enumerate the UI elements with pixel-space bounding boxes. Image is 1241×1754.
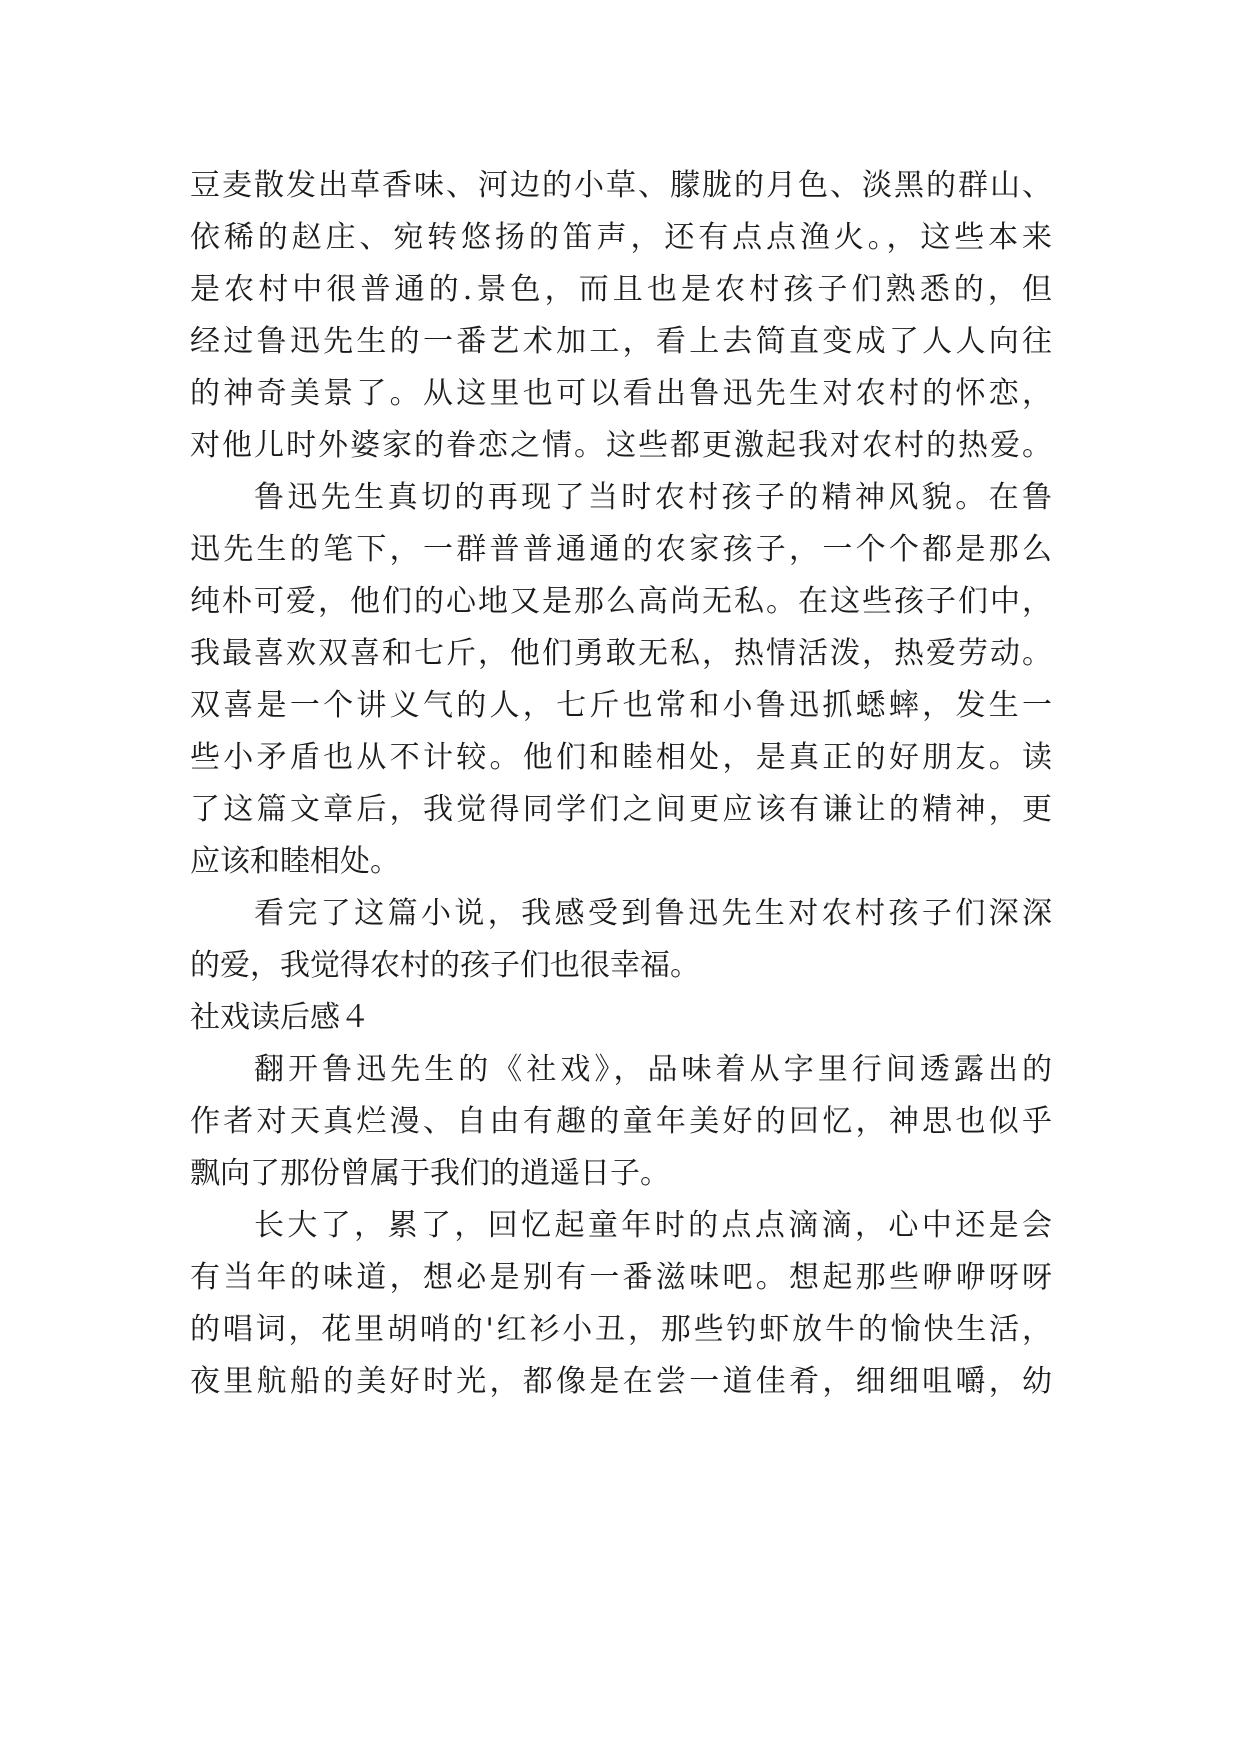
text-line: 了这篇文章后，我觉得同学们之间更应该有谦让的精神，更	[190, 792, 1052, 827]
text-line: 纯朴可爱，他们的心地又是那么高尚无私。在这些孩子们中，	[190, 584, 1052, 619]
text-line: 应该和睦相处。	[190, 844, 400, 879]
text-line: 作者对天真烂漫、自由有趣的童年美好的回忆，神思也似乎	[190, 1104, 1052, 1139]
paragraph-5	[190, 1200, 1052, 1408]
text-line: 对他儿时外婆家的眷恋之情。这些都更激起我对农村的热爱。	[190, 428, 1052, 463]
text-line: 经过鲁迅先生的一番艺术加工，看上去简直变成了人人向往	[190, 324, 1052, 359]
text-line: 些小矛盾也从不计较。他们和睦相处，是真正的好朋友。读	[190, 740, 1052, 775]
text-line: 长大了，累了，回忆起童年时的点点滴滴，心中还是会	[254, 1208, 1052, 1243]
paragraph-4	[190, 1044, 1052, 1200]
text-line: 看完了这篇小说，我感受到鲁迅先生对农村孩子们深深	[254, 896, 1052, 931]
text-line: 的爱，我觉得农村的孩子们也很幸福。	[190, 948, 700, 983]
heading-text: 社戏读后感４	[190, 1000, 370, 1035]
text-line: 是农村中很普通的.景色，而且也是农村孩子们熟悉的，但	[190, 272, 1052, 307]
paragraph-3	[190, 888, 1052, 992]
text-line: 依稀的赵庄、宛转悠扬的笛声，还有点点渔火。，这些本来	[190, 220, 1052, 255]
text-line: 的唱词，花里胡哨的'红衫小丑，那些钓虾放牛的愉快生活，	[190, 1312, 1052, 1347]
text-line: 豆麦散发出草香味、河边的小草、朦胧的月色、淡黑的群山、	[190, 168, 1052, 203]
document-body	[190, 160, 1052, 1408]
paragraph-2	[190, 472, 1052, 888]
section-heading	[190, 992, 1052, 1044]
text-line: 有当年的味道，想必是别有一番滋味吧。想起那些咿咿呀呀	[190, 1260, 1052, 1295]
text-line: 双喜是一个讲义气的人，七斤也常和小鲁迅抓蟋蟀，发生一	[190, 688, 1052, 723]
text-line: 飘向了那份曾属于我们的逍遥日子。	[190, 1156, 670, 1191]
text-line: 的神奇美景了。从这里也可以看出鲁迅先生对农村的怀恋，	[190, 376, 1052, 411]
text-line: 迅先生的笔下，一群普普通通的农家孩子，一个个都是那么	[190, 532, 1052, 567]
paragraph-1	[190, 160, 1052, 472]
text-line: 鲁迅先生真切的再现了当时农村孩子的精神风貌。在鲁	[254, 480, 1052, 515]
text-line: 夜里航船的美好时光，都像是在尝一道佳肴，细细咀嚼，幼	[190, 1364, 1052, 1399]
text-line: 我最喜欢双喜和七斤，他们勇敢无私，热情活泼，热爱劳动。	[190, 636, 1052, 671]
text-line: 翻开鲁迅先生的《社戏》，品味着从字里行间透露出的	[254, 1052, 1052, 1087]
